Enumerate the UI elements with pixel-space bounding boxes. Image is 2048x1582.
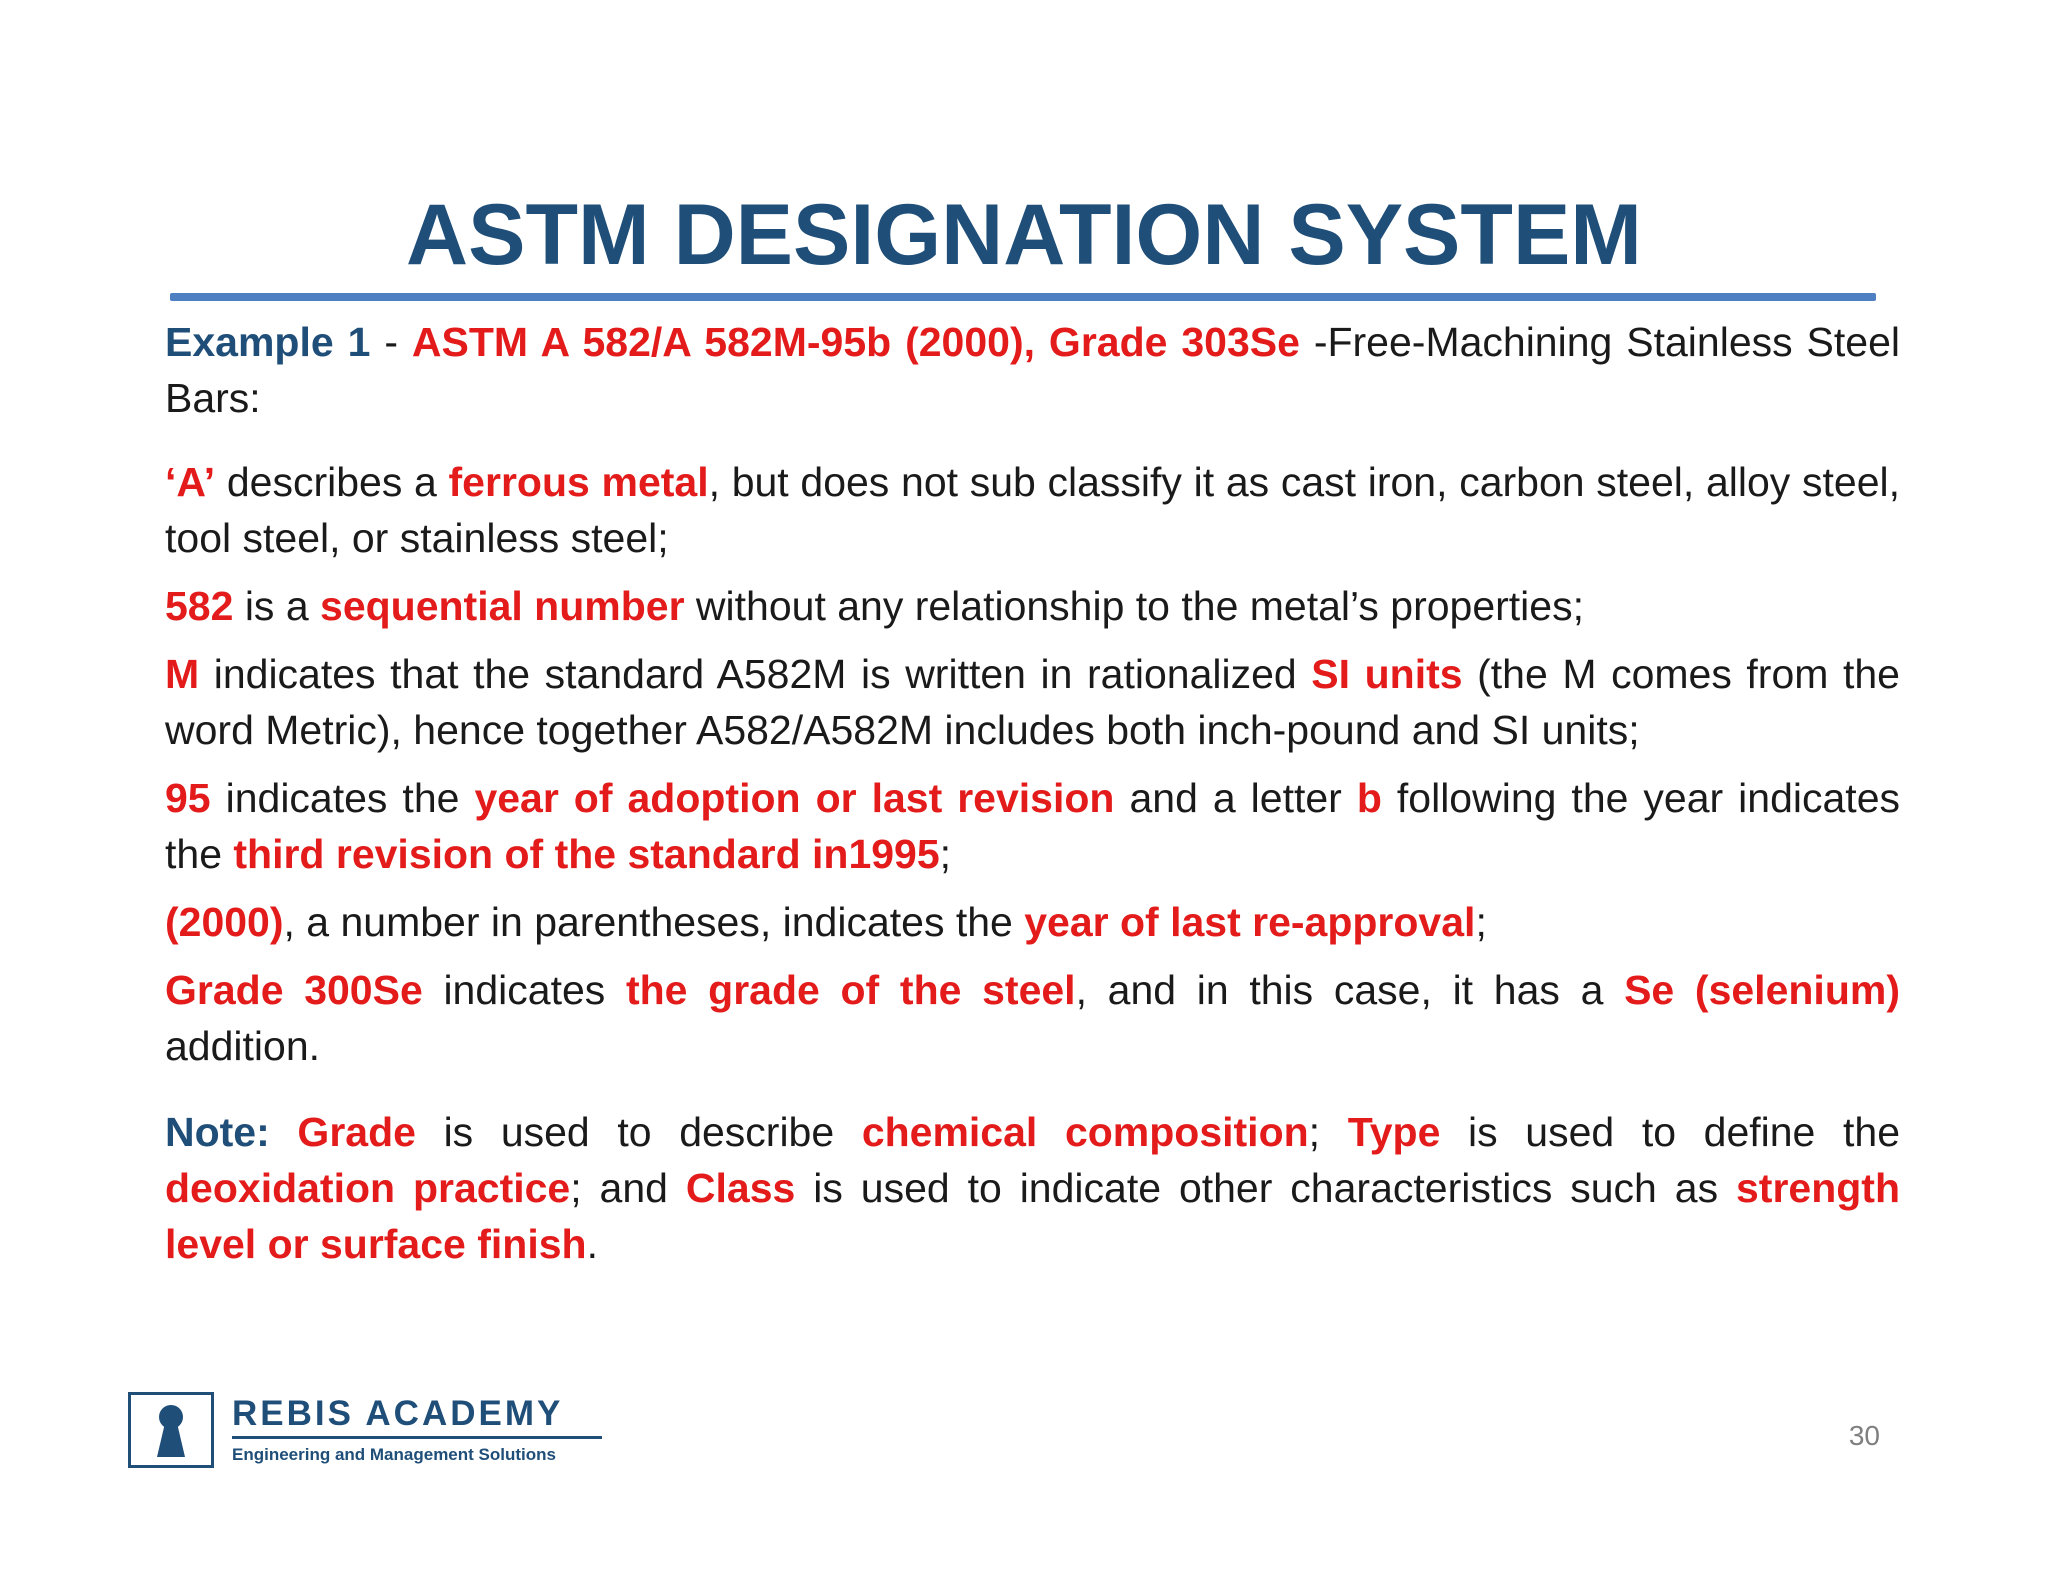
highlight-class: Class [685, 1165, 796, 1211]
note-paragraph [165, 1104, 1900, 1272]
text-a-1: describes a [215, 459, 449, 505]
example-label: Example 1 [165, 319, 371, 365]
highlight-grade: Grade [297, 1109, 416, 1155]
paragraph-95 [165, 770, 1900, 882]
highlight-third-revision: third revision of the standard in1995 [233, 831, 940, 877]
text-95-3: following the year indicates the [165, 775, 1901, 877]
logo-emblem [128, 1392, 214, 1468]
text-grade-3: addition. [165, 1023, 321, 1069]
page-number: 30 [1848, 1420, 1880, 1451]
text-grade-2: , and in this case, it has a [1075, 967, 1625, 1013]
example-paragraph [165, 314, 1900, 426]
highlight-sequential-number: sequential number [320, 583, 685, 629]
text-582-1: is a [233, 583, 321, 629]
text-note-4: ; and [570, 1165, 686, 1211]
highlight-2000: (2000) [165, 899, 284, 945]
paragraph-2000 [165, 894, 1900, 950]
logo-name: REBIS ACADEMY [232, 1394, 564, 1433]
text-note-2: ; [1308, 1109, 1348, 1155]
text-m-1: indicates that the standard A582M is written in rationalized [199, 651, 1312, 697]
example-designation: ASTM A 582/A 582M-95b (2000), Grade 303Se [411, 319, 1300, 365]
text-note-6: . [586, 1221, 598, 1267]
keyhole-icon [131, 1395, 211, 1465]
text-2000-1: , a number in parentheses, indicates the [283, 899, 1025, 945]
paragraph-m [165, 646, 1900, 758]
highlight-ferrous-metal: ferrous metal [448, 459, 709, 505]
highlight-deoxidation-practice: deoxidation practice [165, 1165, 571, 1211]
rebis-academy-logo [128, 1392, 608, 1472]
highlight-95: 95 [165, 775, 211, 821]
text-note-1: is used to describe [415, 1109, 862, 1155]
text-95-2: and a letter [1114, 775, 1357, 821]
highlight-chemical-composition: chemical composition [861, 1109, 1309, 1155]
text-grade-1: indicates [422, 967, 626, 1013]
text-95-1: indicates the [210, 775, 475, 821]
highlight-b: b [1356, 775, 1382, 821]
text-note-3: is used to define the [1440, 1109, 1900, 1155]
text-m-2: (the M comes from the word Metric), hence together A582/A582M includes both inch-pound and SI units; [165, 651, 1900, 753]
highlight-year-of-last-reapproval: year of last re-approval [1024, 899, 1476, 945]
highlight-m: M [165, 651, 200, 697]
note-label: Note: [165, 1109, 270, 1155]
example-rest: -Free-Machining Stainless Steel Bars: [165, 319, 1900, 421]
paragraph-grade [165, 962, 1900, 1074]
title-underline [170, 293, 1876, 301]
text-582-2: without any relationship to the metal’s properties; [684, 583, 1584, 629]
paragraph-582 [165, 578, 1900, 634]
text-note-5: is used to indicate other characteristics such as [795, 1165, 1736, 1211]
highlight-a: ‘A’ [165, 459, 216, 505]
example-separator: - [370, 319, 412, 365]
text-a-2: , but does not sub classify it as cast iron, carbon steel, alloy steel, tool steel, or stainless steel; [165, 459, 1900, 561]
highlight-selenium: Se (selenium) [1624, 967, 1900, 1013]
logo-tagline: Engineering and Management Solutions [232, 1445, 556, 1464]
highlight-year-of-adoption: year of adoption or last revision [474, 775, 1115, 821]
slide-content [165, 314, 1900, 1272]
page-title: ASTM DESIGNATION SYSTEM [406, 187, 1642, 283]
highlight-582: 582 [165, 583, 234, 629]
highlight-type: Type [1347, 1109, 1441, 1155]
highlight-strength-level: strength level or surface finish [165, 1165, 1900, 1267]
highlight-grade-of-steel: the grade of the steel [625, 967, 1076, 1013]
text-95-4: ; [939, 831, 952, 877]
highlight-grade-300se: Grade 300Se [165, 967, 423, 1013]
highlight-si-units: SI units [1311, 651, 1463, 697]
logo-divider [232, 1436, 602, 1439]
text-2000-2: ; [1475, 899, 1487, 945]
paragraph-a [165, 454, 1900, 566]
